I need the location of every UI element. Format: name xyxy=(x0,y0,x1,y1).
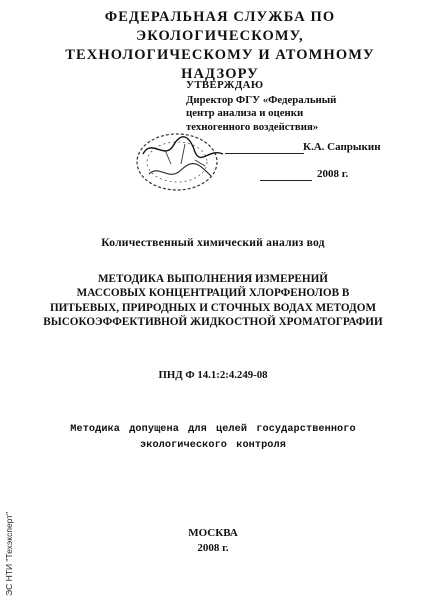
approval-position-line-2: центр анализа и оценки xyxy=(186,107,304,119)
agency-header xyxy=(40,8,400,84)
publication-place xyxy=(30,526,396,556)
approval-heading: УТВЕРЖДАЮ xyxy=(186,79,264,91)
method-title xyxy=(30,272,396,329)
publication-year: 2008 г. xyxy=(197,542,229,554)
approval-block xyxy=(186,79,386,134)
agency-line-2: ТЕХНОЛОГИЧЕСКОМУ И АТОМНОМУ НАДЗОРУ xyxy=(65,47,375,82)
signature-line xyxy=(225,153,304,154)
document-title: Количественный химический анализ вод xyxy=(101,236,325,249)
method-line-2: МАССОВЫХ КОНЦЕНТРАЦИЙ ХЛОРФЕНОЛОВ В xyxy=(76,287,350,300)
document-code: ПНД Ф 14.1:2:4.249-08 xyxy=(158,369,268,381)
note-line-1: Методика допущена для целей государственного xyxy=(70,424,356,435)
note-line-2: экологического контроля xyxy=(140,440,286,451)
approval-year: 2008 г. xyxy=(317,168,349,180)
side-watermark: ЭС НТИ "Техэксперт" xyxy=(4,511,14,596)
method-line-3: ПИТЬЕВЫХ, ПРИРОДНЫХ И СТОЧНЫХ ВОДАХ МЕТОДОМ xyxy=(49,301,377,314)
city: МОСКВА xyxy=(188,527,238,539)
agency-line-1: ФЕДЕРАЛЬНАЯ СЛУЖБА ПО ЭКОЛОГИЧЕСКОМУ, xyxy=(104,9,336,44)
method-line-1: МЕТОДИКА ВЫПОЛНЕНИЯ ИЗМЕРЕНИЙ xyxy=(98,273,328,285)
approval-position-line-3: техногенного воздействия» xyxy=(186,120,319,133)
signature-stamp xyxy=(125,130,235,194)
date-line xyxy=(260,180,312,181)
signatory-name: К.А. Сапрыкин xyxy=(303,141,381,153)
approval-position-line-1: Директор ФГУ «Федеральный xyxy=(186,93,337,106)
method-line-4: ВЫСОКОЭФФЕКТИВНОЙ ЖИДКОСТНОЙ ХРОМАТОГРАФИИ xyxy=(43,315,383,328)
admission-note xyxy=(40,422,386,454)
